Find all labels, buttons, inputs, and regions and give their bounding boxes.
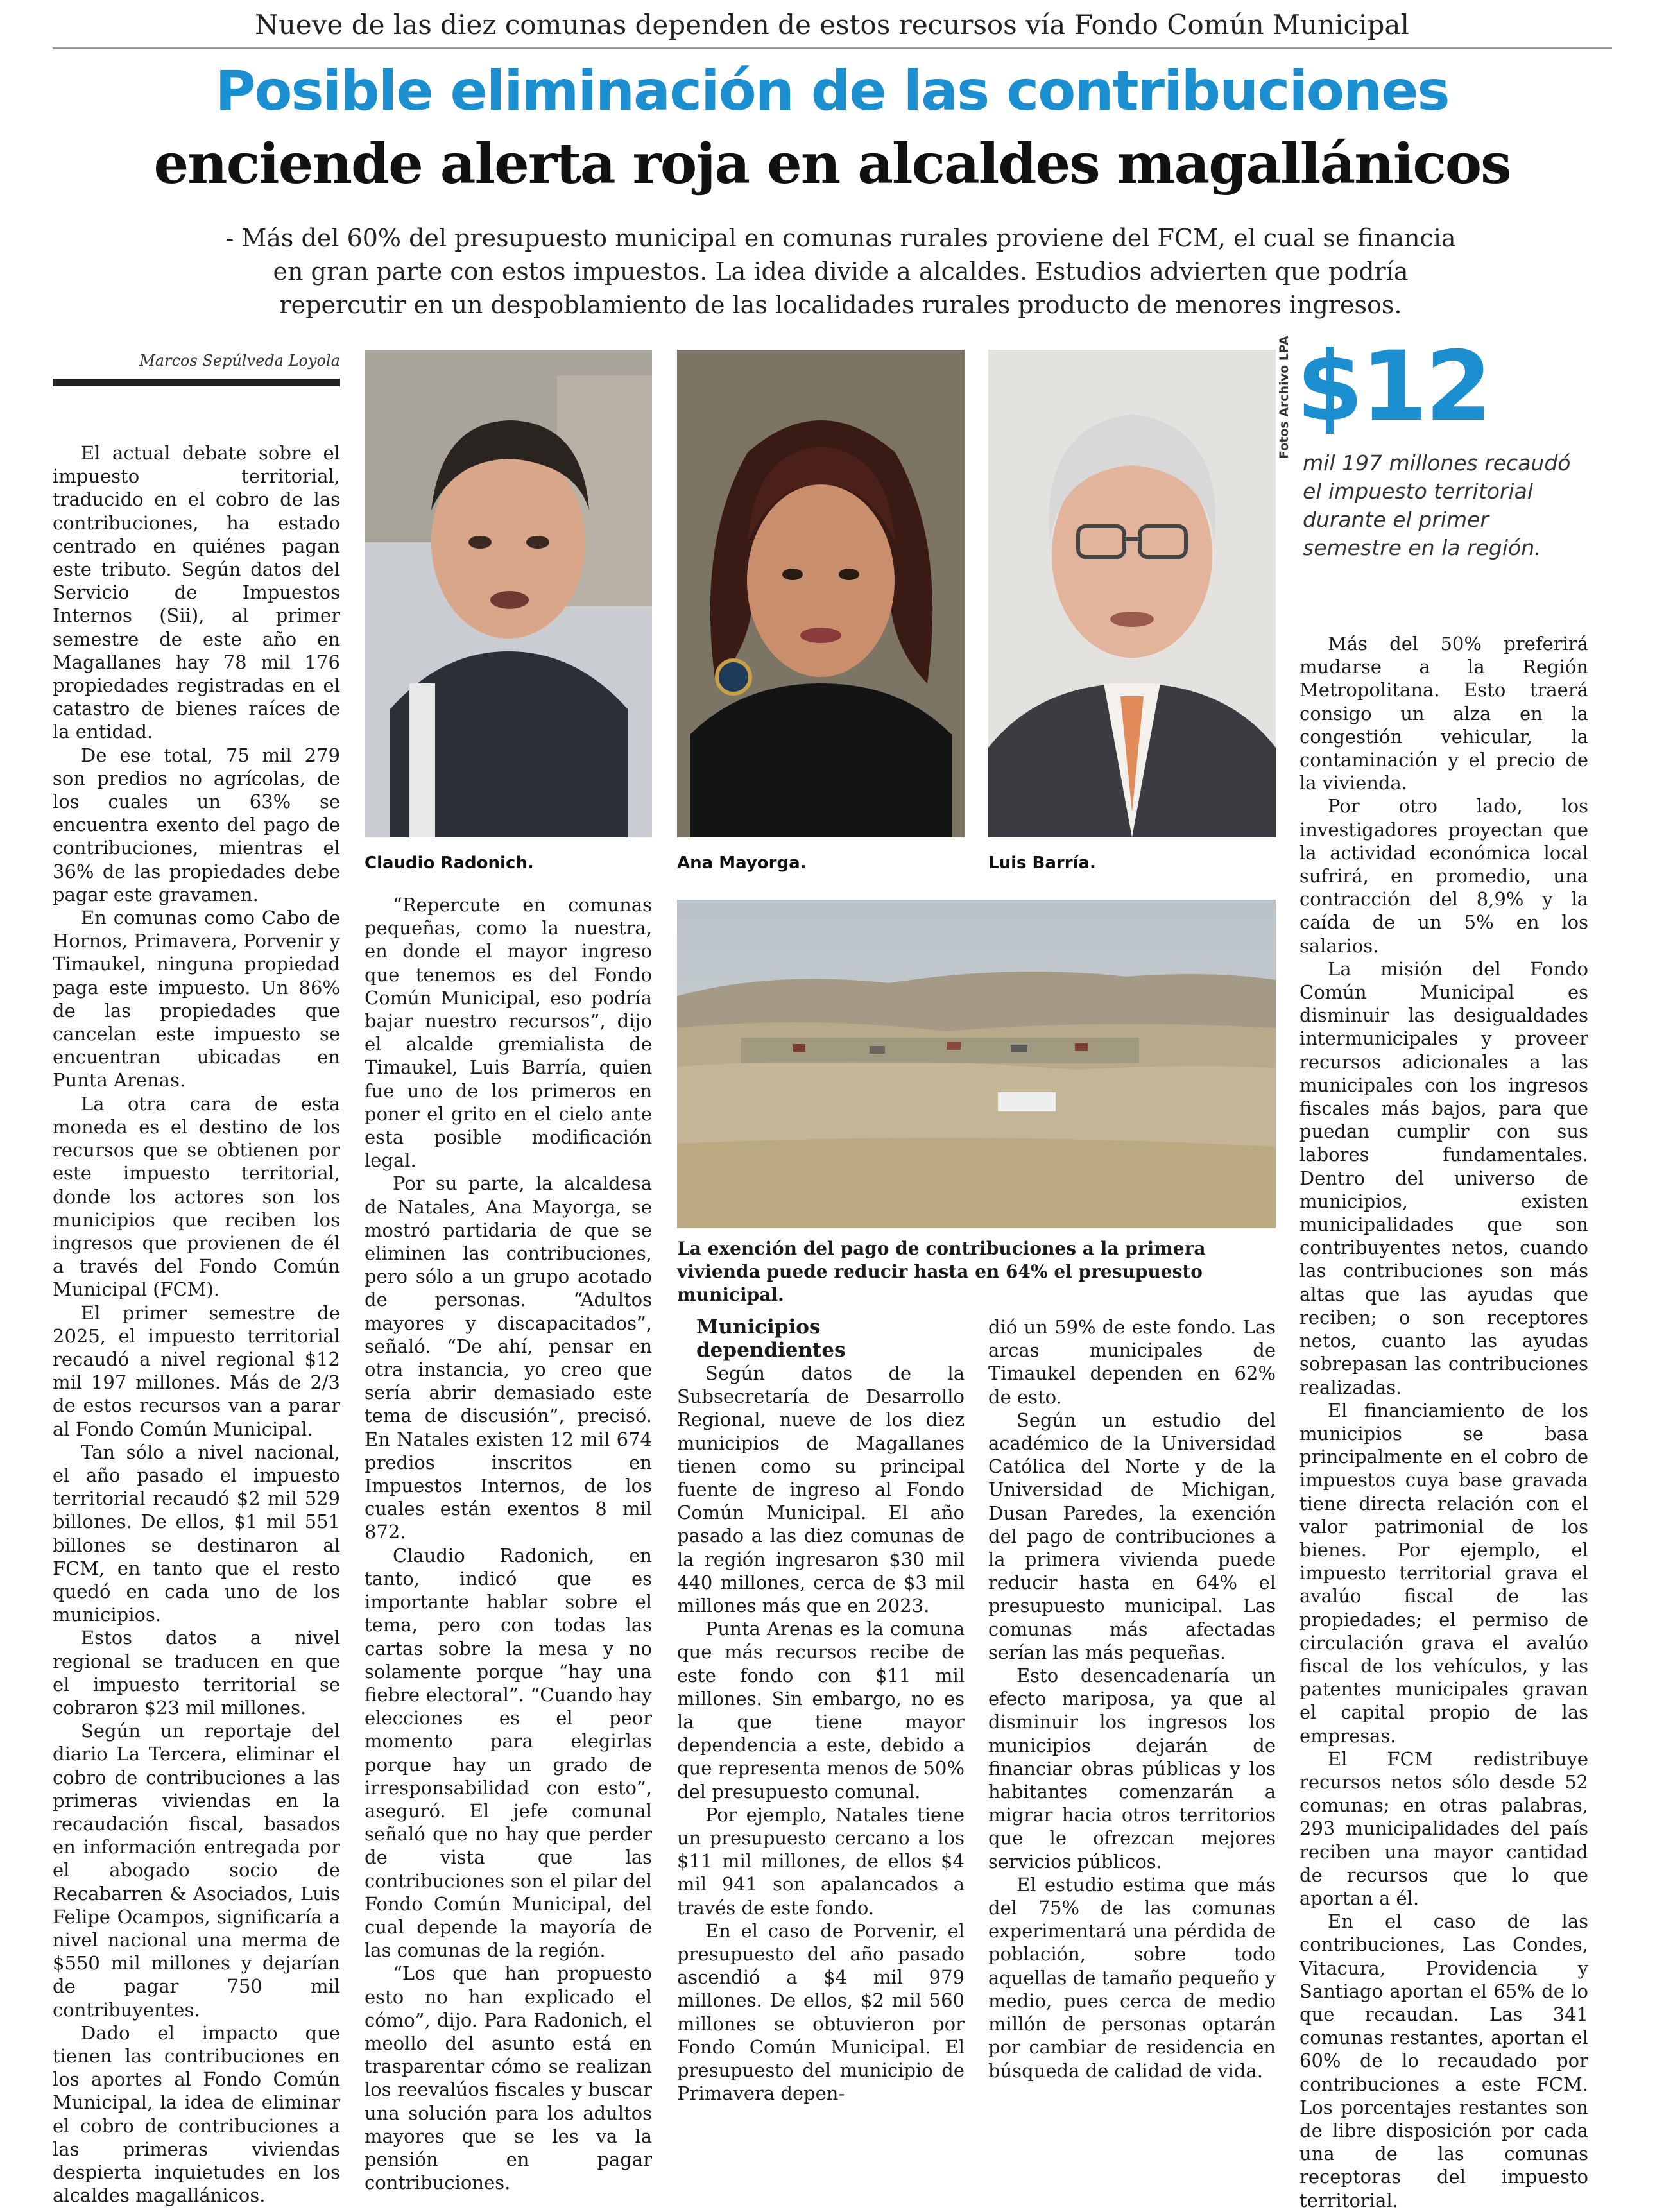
paragraph: En el caso de las contribuciones, Las Condes, Vitacura, Providencia y Santiago aportan el 65% de lo que recaudan. Las 341 comunas restantes, aportan el 60% de lo recaudado por contribuciones a este FCM. Los porcentajes restantes son de libre disposición por cada una de las comunas receptoras del impuesto territorial. (1299, 1910, 1588, 2211)
portrait-radonich-image (365, 350, 652, 837)
photo-barria (988, 350, 1276, 837)
paragraph: Claudio Radonich, en tanto, indicó que es importante hablar sobre el tema, pero con todas las cartas sobre la mesa y no solamente porque “hay una fiebre electoral”. “Cuando hay elecciones es el peor momento para elegirlas porque hay un grado de irresponsabilidad con esto”, aseguró. El jefe comunal señaló que no hay que perder de vista que las contribuciones son el pilar del Fondo Común Municipal, del cual depende la mayoría de las comunas de la región. (365, 1544, 652, 1962)
paragraph: En el caso de Porvenir, el presupuesto del año pasado ascendió a $4 mil 979 millones. De ellos, $2 mil 560 millones se obtuvieron por Fondo Común Municipal. El presupuesto del municipio de Primavera depen- (677, 1919, 965, 2105)
deck: - Más del 60% del presupuesto municipal en comunas rurales proviene del FCM, el cual se financia en gran parte con estos impuestos. La idea divide a alcaldes. Estudios advierten que podría repercutir en un despoblamiento de las localidades rurales producto de menores ingresos. (225, 224, 1456, 319)
paragraph: En comunas como Cabo de Hornos, Primavera, Porvenir y Timaukel, ninguna propiedad paga este impuesto. Un 86% de las propiedades que cancelan este impuesto se encuentran ubicadas en Punta Arenas. (53, 907, 340, 1092)
paragraph: Más del 50% preferirá mudarse a la Región Metropolitana. Esto traerá consigo un alza en la congestión vehicular, la contaminación y el precio de la vivienda. (1299, 633, 1588, 794)
column-3 (677, 1316, 965, 2105)
paragraph: La otra cara de esta moneda es el destino de los recursos que se obtienen por este impuesto territorial, donde los actores son los municipios que reciben los ingresos que provienen de él a través del Fondo Común Municipal (FCM). (53, 1092, 340, 1301)
photo-radonich (365, 350, 652, 837)
column-5 (1299, 632, 1588, 2212)
caption-barria: Luis Barría. (988, 853, 1096, 873)
paragraph: El actual debate sobre el impuesto territorial, traducido en el cobro de las contribuciones, ha estado centrado en quiénes pagan este tributo. Según datos del Servicio de Impuestos Internos (Sii), al primer semestre de este año en Magallanes hay 78 mil 176 propiedades registradas en el catastro de bienes raíces de la entidad. (53, 442, 340, 743)
paragraph: Por ejemplo, Natales tiene un presupuesto cercano a los $11 mil millones, de ellos $4 mil 941 son apalancados a través de este fondo. (677, 1803, 965, 1919)
landscape-image (677, 900, 1276, 1228)
paragraph: Esto desencadenaría un efecto mariposa, ya que al disminuir los ingresos los municipios dejarán de financiar obras públicas y los habitantes comenzarán a migrar hacia otros territorios que le ofrezcan mejores servicios públicos. (988, 1665, 1276, 1873)
paragraph: El estudio estima que más del 75% de las comunas experimentará una pérdida de población, sobre todo aquellas de tamaño pequeño y medio, pues cerca de medio millón de personas optarán por cambiar de residencia en búsqueda de calidad de vida. (988, 1873, 1276, 2082)
portrait-barria-image (988, 350, 1276, 837)
paragraph: La misión del Fondo Común Municipal es disminuir las desigualdades intermunicipales y proveer recursos adicionales a las municipales con los ingresos fiscales más bajos, para que puedan cumplir con sus labores fundamentales. Dentro del universo de municipios, existen municipalidades que son contribuyentes netos, cuando las contribuciones son más altas que las ayudas que reciben; o son receptores netos, cuanto las ayudas sobrepasan las contribuciones realizadas. (1299, 957, 1588, 1398)
portrait-mayorga-image (677, 350, 965, 837)
landscape-caption: La exención del pago de contribuciones a la primera vivienda puede reducir hasta en 64% el presupuesto municipal. (677, 1238, 1206, 1305)
paragraph: El FCM redistribuye recursos netos sólo desde 52 comunas; en otras palabras, 293 municipalidades del país reciben una mayor cantidad de recursos que lo que aportan a él. (1299, 1747, 1588, 1909)
paragraph: Punta Arenas es la comuna que más recursos recibe de este fondo con $11 mil millones. Sin embargo, no es la que tiene mayor dependencia a este, debido a que representa menos de 50% del presupuesto comunal. (677, 1618, 965, 1803)
subhead: Municipios dependientes (696, 1316, 846, 1362)
paragraph: El primer semestre de 2025, el impuesto territorial recaudó a nivel regional $12 mil 197 millones. Más de 2/3 de estos recursos van a parar al Fondo Común Municipal. (53, 1301, 340, 1440)
caption-radonich: Claudio Radonich. (365, 853, 534, 873)
paragraph: Según datos de la Subsecretaría de Desarrollo Regional, nueve de los diez municipios de Magallanes tienen como su principal fuente de ingreso al Fondo Común Municipal. El año pasado a las diez comunas de la región ingresaron $30 mil 440 millones, cerca de $3 mil millones más que en 2023. (677, 1362, 965, 1617)
paragraph: Tan sólo a nivel nacional, el año pasado el impuesto territorial recaudó $2 mil 529 billones. De ellos, $1 mil 551 billones se destinaron al FCM, en tanto que el resto quedó en cada uno de los municipios. (53, 1441, 340, 1626)
column-2 (365, 893, 652, 2194)
paragraph: Según un reportaje del diario La Tercera, eliminar el cobro de contribuciones a las primeras viviendas en la recaudación fiscal, basados en información entregada por el abogado socio de Recabarren & Asociados, Luis Felipe Ocampos, significaría a nivel nacional una merma de $550 mil millones y dejarían de pagar 750 mil contribuyentes. (53, 1720, 340, 2021)
highlight-figure: $12 (1296, 331, 1490, 443)
paragraph: Según un estudio del académico de la Universidad Católica del Norte y de la Universidad de Michigan, Dusan Paredes, la exención del pago de contribuciones a la primera vivienda puede reducir hasta en 64% el presupuesto municipal. Las comunas más afectadas serían las más pequeñas. (988, 1409, 1276, 1663)
photo-mayorga (677, 350, 965, 837)
paragraph: De ese total, 75 mil 279 son predios no agrícolas, de los cuales un 63% se encuentra exento del pago de contribuciones, mientras el 36% de las propiedades debe pagar este gravamen. (53, 744, 340, 905)
paragraph: Por su parte, la alcaldesa de Natales, Ana Mayorga, se mostró partidaria de que se eliminen las contribuciones, pero sólo a un grupo acotado de personas. “Adultos mayores y discapacitados”, señaló. “De ahí, pensar en otra instancia, yo creo que sería abrir demasiado este tema de discusión”, precisó. En Natales existen 12 mil 674 predios inscritos en Impuestos Internos, de los cuales están exentos 8 mil 872. (365, 1172, 652, 1543)
highlight-text: mil 197 millones recaudó el impuesto territorial durante el primer semestre en la región. (1303, 450, 1571, 560)
paragraph: Dado el impacto que tienen las contribuciones en los aportes al Fondo Común Municipal, la idea de eliminar el cobro de contribuciones a las primeras viviendas despierta inquietudes en los alcaldes magallánicos. (53, 2021, 340, 2207)
paragraph: El financiamiento de los municipios se basa principalmente en el cobro de impuestos cuya base gravada tiene directa relación con el valor patrimonial de los bienes. Por ejemplo, el impuesto territorial grava el avalúo fiscal de las propiedades; el permiso de circulación grava el avalúo fiscal de los vehículos, y las patentes municipales gravan el capital propio de las empresas. (1299, 1399, 1588, 1747)
photo-credit: Fotos Archivo LPA (1277, 336, 1291, 459)
headline-line1: Posible eliminación de las contribuciones (215, 59, 1449, 123)
headline-line2: enciende alerta roja en alcaldes magallánicos (153, 132, 1511, 196)
column-4 (988, 1316, 1276, 2082)
paragraph: Estos datos a nivel regional se traducen en que el impuesto territorial se cobraron $23 mil millones. (53, 1627, 340, 1719)
byline: Marcos Sepúlveda Loyola (139, 352, 340, 370)
byline-rule (53, 379, 340, 386)
kicker: Nueve de las diez comunas dependen de estos recursos vía Fondo Común Municipal (255, 9, 1409, 40)
paragraph: “Los que han propuesto esto no han explicado el cómo”, dijo. Para Radonich, el meollo del asunto está en trasparentar cómo se realizan los reevalúos fiscales y buscar una solución para los adultos mayores que se les va la pensión en pagar contribuciones. (365, 1962, 652, 2194)
paragraph: dió un 59% de este fondo. Las arcas municipales de Timaukel dependen en 62% de esto. (988, 1316, 1276, 1408)
paragraph: Por otro lado, los investigadores proyectan que la actividad económica local sufrirá, en promedio, una contracción del 8,9% y la caída de un 5% en los salarios. (1299, 795, 1588, 957)
paragraph: “Repercute en comunas pequeñas, como la nuestra, en donde el mayor ingreso que tenemos es del Fondo Común Municipal, eso podría bajar nuestro recursos”, dijo el alcalde gremialista de Timaukel, Luis Barría, quien fue uno de los primeros en poner el grito en el cielo ante esta posible modificación legal. (365, 894, 652, 1172)
column-1 (53, 442, 340, 2207)
top-rule (53, 47, 1612, 49)
photo-landscape (677, 900, 1276, 1228)
caption-mayorga: Ana Mayorga. (677, 853, 807, 873)
